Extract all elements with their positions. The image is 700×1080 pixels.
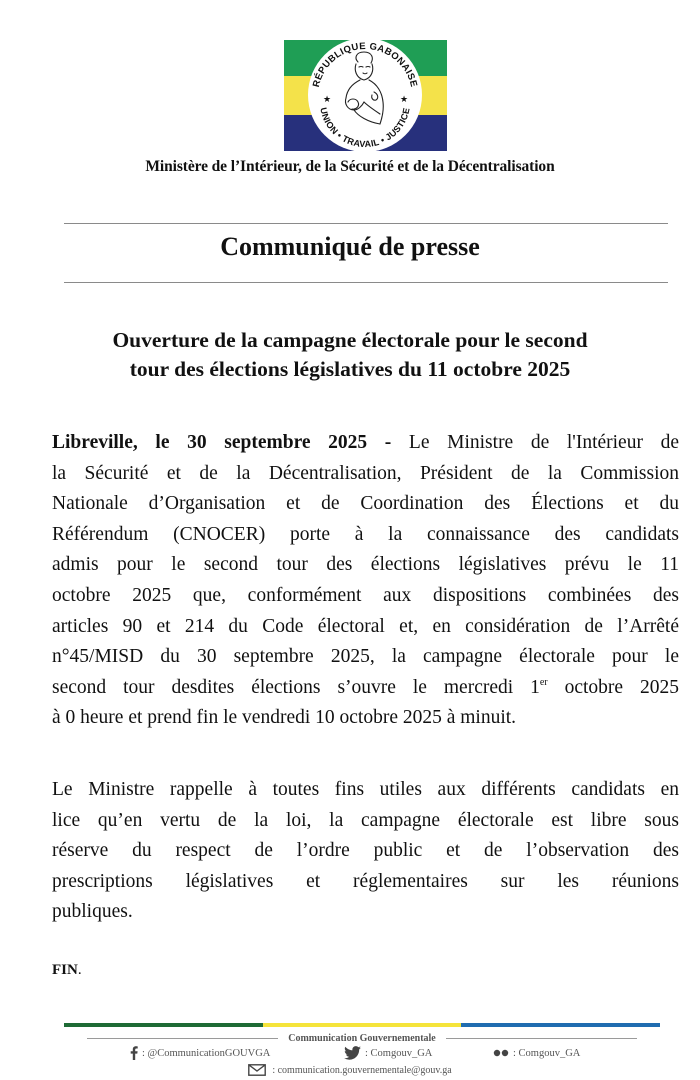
body-paragraph-2 <box>52 775 679 928</box>
paragraph-line: prescriptions législatives et réglementaires sur les réunions <box>52 870 679 892</box>
footer-tricolor-bar <box>64 1023 660 1027</box>
gabon-emblem <box>284 40 447 151</box>
line-text: second tour desdites élections s’ouvre le mercredi 1 <box>52 676 540 698</box>
divider-bottom <box>64 282 668 283</box>
footer-title-row <box>87 1031 637 1045</box>
end-mark <box>52 962 82 979</box>
paragraph-line: octobre 2025 que, conformément aux dispositions combinées des <box>52 584 679 606</box>
tricolor-blue <box>461 1023 660 1027</box>
headline-line-2: tour des élections législatives du 11 octobre 2025 <box>129 357 571 381</box>
flickr-contact[interactable] <box>493 1045 580 1061</box>
ordinal-superscript: er <box>539 676 548 688</box>
ministry-name: Ministère de l’Intérieur, de la Sécurité et de la Décentralisation <box>145 158 555 175</box>
paragraph-line: réserve du respect de l’ordre public et de l’observation des <box>52 840 679 862</box>
dateline: Libreville, le 30 septembre 2025 - <box>52 432 392 453</box>
headline-line-1: Ouverture de la campagne électorale pour le second <box>112 328 588 352</box>
email-contact[interactable] <box>0 1062 700 1078</box>
flickr-icon <box>493 1049 509 1057</box>
paragraph-line: la Sécurité et de la Décentralisation, Président de la Commission <box>52 462 679 484</box>
paragraph-line: Référendum (CNOCER) porte à la connaissance des candidats <box>52 523 679 545</box>
facebook-handle: : @CommunicationGOUVGA <box>142 1047 271 1059</box>
paragraph-line: lice qu’en vertu de la loi, la campagne électorale est libre sous <box>52 809 679 831</box>
paragraph-line: admis pour le second tour des élections législatives prévu le 11 <box>52 554 679 576</box>
tricolor-yellow <box>263 1023 462 1027</box>
footer-divider-right <box>446 1038 637 1039</box>
twitter-icon <box>344 1046 361 1060</box>
paragraph-line <box>52 428 679 459</box>
fin-text: FIN <box>52 962 78 978</box>
paragraph-line: Le Ministre rappelle à toutes fins utiles aux différents candidats en <box>52 779 679 800</box>
svg-text:UNION • TRAVAIL • JUSTICE: UNION • TRAVAIL • JUSTICE <box>318 106 412 150</box>
fin-dot: . <box>77 962 82 978</box>
headline <box>0 326 700 384</box>
line-text: Le Ministre de l'Intérieur de <box>391 432 679 453</box>
paragraph-line: à 0 heure et prend fin le vendredi 10 octobre 2025 à minuit. <box>52 707 517 729</box>
tricolor-green <box>64 1023 263 1027</box>
line-text: octobre 2025 <box>547 676 679 698</box>
svg-text:RÉPUBLIQUE GABONAISE: RÉPUBLIQUE GABONAISE <box>310 40 420 89</box>
paragraph-line: publiques. <box>52 901 133 923</box>
coat-of-arms-seal-icon <box>284 40 447 151</box>
flickr-handle: : Comgouv_GA <box>513 1047 581 1059</box>
email-address: : communication.gouvernementale@gouv.ga <box>272 1064 452 1076</box>
paragraph-line <box>52 673 679 704</box>
body-paragraph-1 <box>52 428 679 734</box>
twitter-handle: : Comgouv_GA <box>365 1047 433 1059</box>
press-release-title: Communiqué de presse <box>220 232 480 261</box>
paragraph-line: n°45/MISD du 30 septembre 2025, la campagne électorale pour le <box>52 646 679 668</box>
paragraph-line: Nationale d’Organisation et de Coordination des Élections et du <box>52 493 679 515</box>
twitter-contact[interactable] <box>344 1045 432 1061</box>
footer-title: Communication Gouvernementale <box>288 1032 436 1044</box>
facebook-contact[interactable] <box>130 1045 270 1061</box>
paragraph-line: articles 90 et 214 du Code électoral et, en considération de l’Arrêté <box>52 615 679 637</box>
facebook-icon <box>130 1046 138 1060</box>
divider-top <box>64 223 668 224</box>
svg-text:★: ★ <box>400 95 409 105</box>
svg-text:★: ★ <box>323 95 332 105</box>
footer-divider-left <box>87 1038 278 1039</box>
envelope-icon <box>248 1064 266 1076</box>
